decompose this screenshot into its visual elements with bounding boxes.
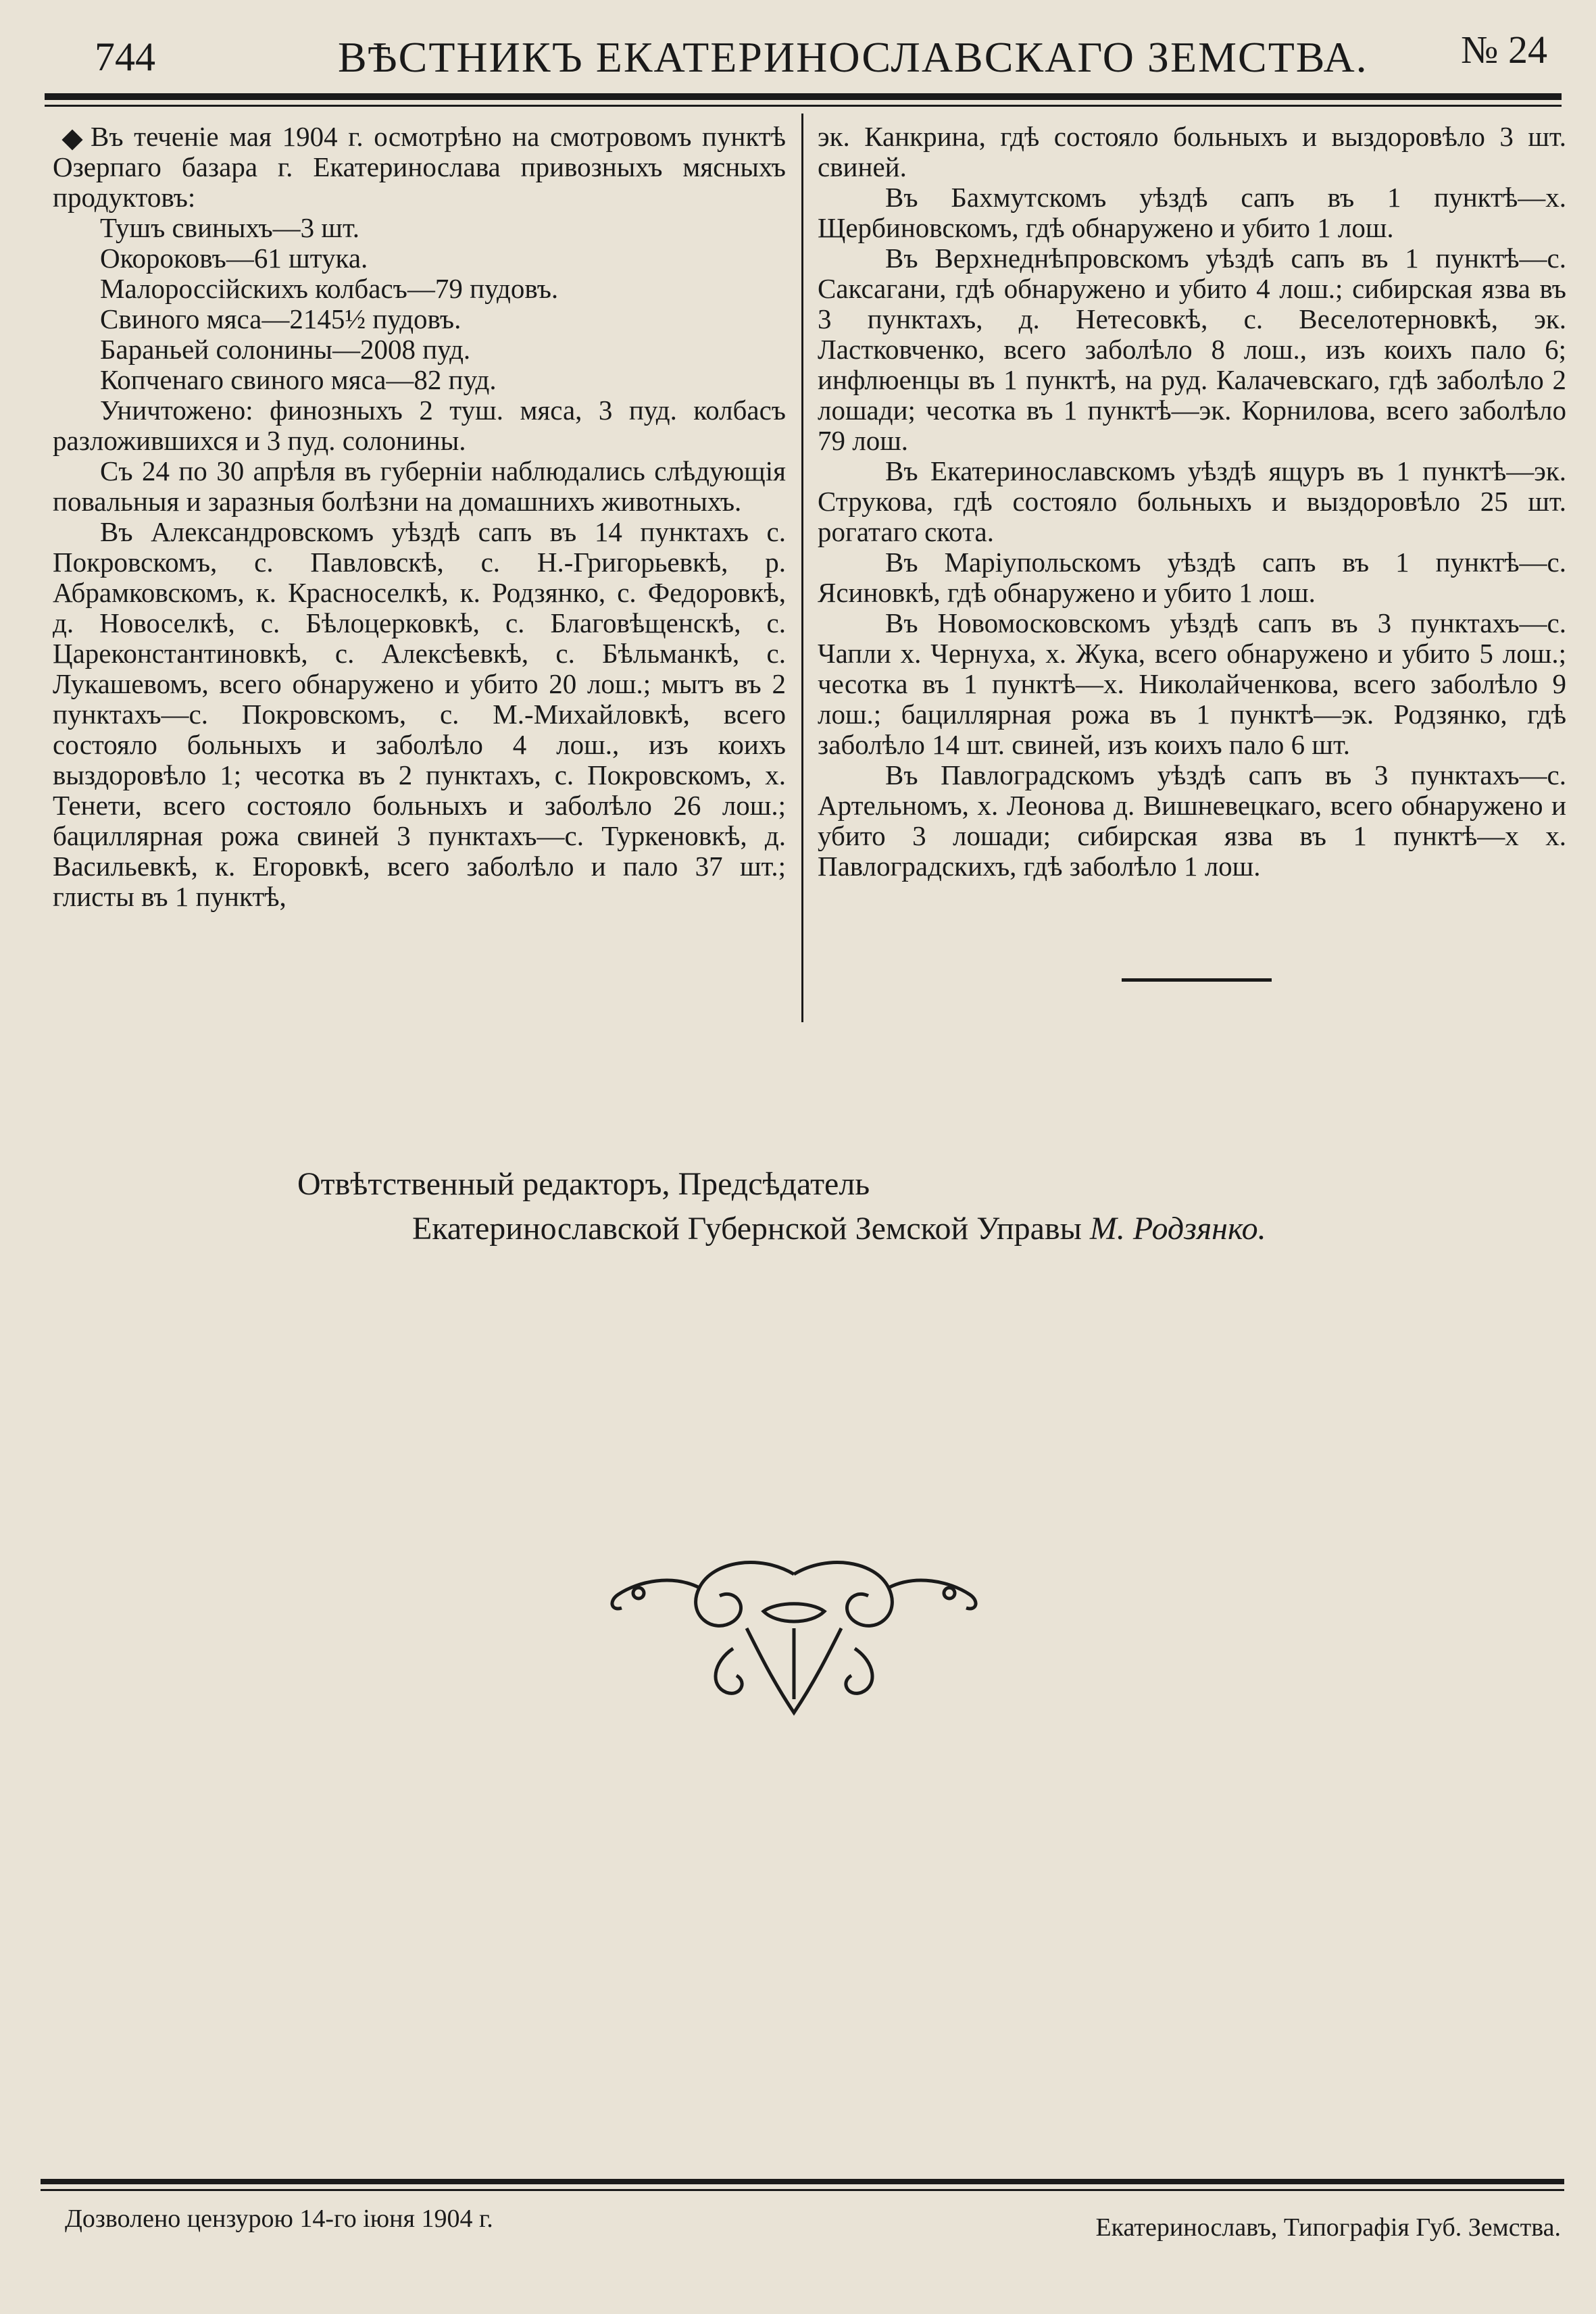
paragraph: Въ Бахмутскомъ уѣздѣ сапъ въ 1 пунктѣ—х. Щербиновскомъ, гдѣ обнаружено и убито 1 лош. xyxy=(818,182,1566,243)
ornament-icon xyxy=(598,1547,990,1723)
journal-title: ВѢСТНИКЪ ЕКАТЕРИНОСЛАВСКАГО ЗЕМСТВА. xyxy=(338,33,1368,81)
paragraph: эк. Канкрина, гдѣ состояло больныхъ и выздоровѣло 3 шт. свиней. xyxy=(818,121,1566,182)
paragraph: Въ Новомосковскомъ уѣздѣ сапъ въ 3 пунктахъ—с. Чапли х. Чернуха, х. Жука, всего обнаружено и убито 5 лош.; чесотка въ 1 пунктѣ—х. Николайченкова, всего заболѣло 9 лош.; бациллярная рожа въ 1 пунктѣ—эк. Родзянко, гдѣ заболѣло 14 шт. свиней, изъ коихъ пало 6 шт. xyxy=(818,607,1566,760)
list-item: Копченаго свиного мяса—82 пуд. xyxy=(100,364,497,395)
column-divider xyxy=(801,114,803,1022)
left-column xyxy=(53,122,786,912)
paragraph: Въ теченіе мая 1904 г. осмотрѣно на смотровомъ пунктѣ Озерпаго базара г. Екатеринослава привозныхъ мясныхъ продуктовъ: xyxy=(53,121,786,213)
footer-rule-thick xyxy=(41,2179,1564,2184)
issue-number: № 24 xyxy=(1461,28,1547,72)
editor-signature xyxy=(297,1162,1266,1251)
header-rule-thin xyxy=(45,105,1562,107)
section-end-rule xyxy=(1122,978,1272,982)
list-item: Тушъ свиныхъ—3 шт. xyxy=(100,212,360,243)
list-item: Малороссійскихъ колбасъ—79 пудовъ. xyxy=(100,273,559,304)
list-item: Окороковъ—61 штука. xyxy=(100,243,368,274)
list-item: Бараньей солонины—2008 пуд. xyxy=(100,334,471,365)
censorship-note: Дозволено цензурою 14-го іюня 1904 г. xyxy=(65,2205,493,2233)
paragraph: Въ Павлоградскомъ уѣздѣ сапъ въ 3 пунктахъ—с. Артельномъ, х. Леонова д. Вишневецкаго, всего обнаружено и убито 3 лошади; сибирская язва въ 1 пунктѣ—х х. Павлоградскихъ, гдѣ заболѣло 1 лош. xyxy=(818,759,1566,882)
header-rule-thick xyxy=(45,93,1562,100)
page-number: 744 xyxy=(95,34,155,79)
right-column xyxy=(818,122,1566,882)
page-header xyxy=(41,28,1568,100)
footer-rule-thin xyxy=(41,2189,1564,2191)
paragraph: Уничтожено: финозныхъ 2 туш. мяса, 3 пуд. колбасъ разложившихся и 3 пуд. солонины. xyxy=(53,395,786,456)
signature-line-1: Отвѣтственный редакторъ, Предсѣдатель xyxy=(297,1166,870,1202)
paragraph: Въ Верхнеднѣпровскомъ уѣздѣ сапъ въ 1 пунктѣ—с. Саксагани, гдѣ обнаружено и убито 4 лош.; сибирская язва въ 3 пунктахъ, д. Нетесовкѣ, с. Веселотерновкѣ, эк. Ластковченко, всего заболѣло 8 лош., изъ коихъ пало 6; инфлюенцы въ 1 пунктѣ, на руд. Калачевскаго, гдѣ заболѣло 2 лошади; чесотка въ 1 пунктѣ—эк. Корнилова, всего заболѣло 79 лош. xyxy=(818,243,1566,456)
signature-line-2: Екатеринославской Губернской Земской Управы М. Родзянко. xyxy=(412,1211,1266,1247)
list-item: Свиного мяса—2145½ пудовъ. xyxy=(100,303,462,334)
paragraph: Въ Александровскомъ уѣздѣ сапъ въ 14 пунктахъ с. Покровскомъ, с. Павловскѣ, с. Н.-Григорьевкѣ, р. Абрамковскомъ, к. Красноселкѣ, к. Родзянко, с. Федоровкѣ, д. Новоселкѣ, с. Бѣлоцерковкѣ, с. Благовѣщенскѣ, с. Цареконстантиновкѣ, с. Алексѣевкѣ, с. Бѣльманкѣ, с. Лукашевомъ, всего обнаружено и убито 20 лош.; мытъ въ 2 пунктахъ—с. Покровскомъ, с. М.-Михайловкѣ, всего состояло больныхъ и заболѣло 4 лош., изъ коихъ выздоровѣло 1; чесотка въ 2 пунктахъ, с. Покровскомъ, х. Тенети, всего состояло больныхъ и заболѣло 26 лош.; бациллярная рожа свиней 3 пунктахъ—с. Туркеновкѣ, д. Васильевкѣ, к. Егоровкѣ, всего заболѣло и пало 37 шт.; глисты въ 1 пунктѣ, xyxy=(53,516,786,912)
printer-imprint: Екатеринославъ, Типографія Губ. Земства. xyxy=(1095,2213,1561,2242)
paragraph: Съ 24 по 30 апрѣля въ губерніи наблюдались слѣдующія повальныя и заразныя болѣзни на домашнихъ животныхъ. xyxy=(53,455,786,517)
paragraph: Въ Екатеринославскомъ уѣздѣ ящуръ въ 1 пунктѣ—эк. Струкова, гдѣ состояло больныхъ и выздоровѣло 25 шт. рогатаго скота. xyxy=(818,455,1566,547)
paragraph: Въ Маріупольскомъ уѣздѣ сапъ въ 1 пунктѣ—с. Ясиновкѣ, гдѣ обнаружено и убито 1 лош. xyxy=(818,547,1566,608)
editor-name: М. Родзянко. xyxy=(1089,1211,1266,1247)
diamond-bullet-icon xyxy=(53,122,91,152)
